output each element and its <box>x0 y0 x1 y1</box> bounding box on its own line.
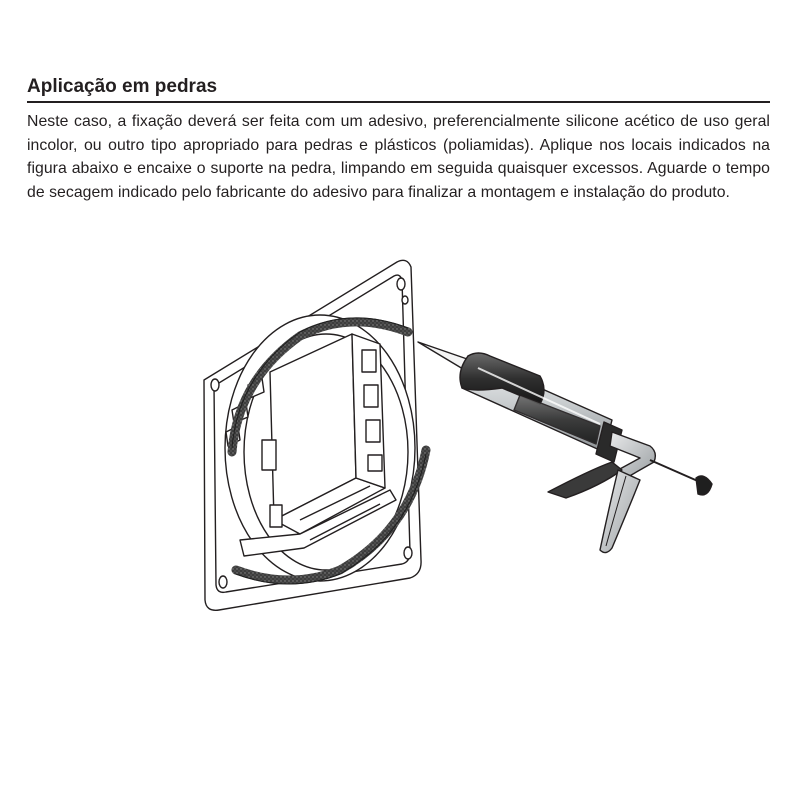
screw-hole <box>397 278 405 290</box>
gun-plunger-rod <box>650 460 700 482</box>
screw-hole <box>402 296 408 304</box>
screw-hole <box>219 576 227 588</box>
section-title: Aplicação em pedras <box>27 74 770 103</box>
section <box>27 74 770 204</box>
installation-illustration <box>180 240 740 640</box>
gun-handle <box>600 470 640 553</box>
screw-hole <box>404 547 412 559</box>
gun-trigger <box>548 462 622 498</box>
gun-plunger-disc <box>696 476 712 495</box>
section-body: Neste caso, a fixação deverá ser feita com um adesivo, preferencialmente silicone acético de uso geral incolor, ou outro tipo apropriado para pedras e plásticos (poliamidas). Aplique nos locais indicados na figura abaixo e encaixe o suporte na pedra, limpando em seguida quaisquer excessos. Aguarde o tempo de secagem indicado pelo fabricante do adesivo para finalizar a montagem e instalação do produto. <box>27 113 770 201</box>
caulking-gun <box>418 342 712 553</box>
screw-hole <box>211 379 219 391</box>
